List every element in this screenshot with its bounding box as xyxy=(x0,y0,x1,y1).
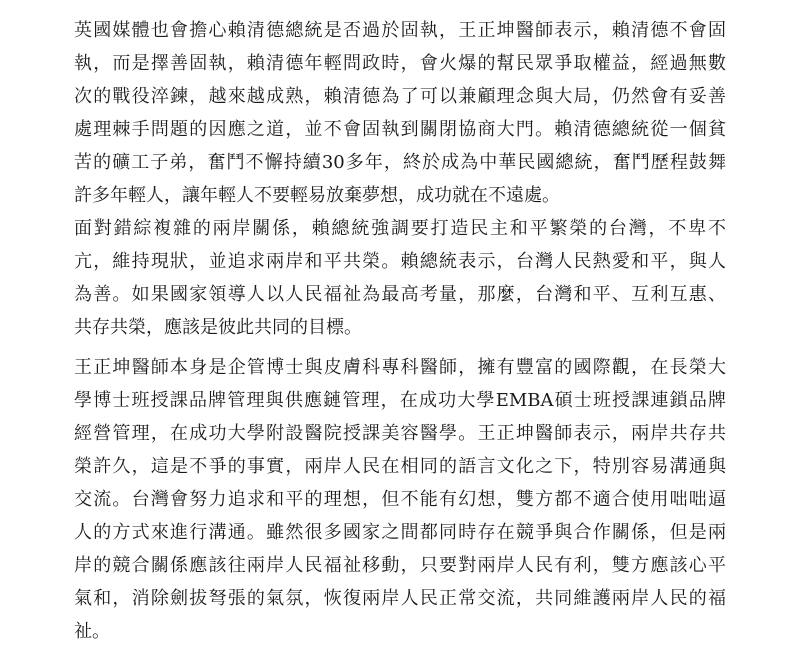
paragraph-2 xyxy=(74,212,726,344)
paragraph-line: 經營管理，在成功大學附設醫院授課美容醫學。王正坤醫師表示，兩岸共存共 xyxy=(74,423,726,444)
paragraph-line: 王正坤醫師本身是企管博士與皮膚科專科醫師，擁有豐富的國際觀，在長榮大 xyxy=(74,357,726,378)
paragraph-line: 岸的競合關係應該往兩岸人民福祉移動，只要對兩岸人民有利，雙方應該心平 xyxy=(74,555,726,576)
paragraph-line: 學博士班授課品牌管理與供應鏈管理，在成功大學EMBA碩士班授課連鎖品牌 xyxy=(74,390,726,411)
paragraph-line: 執，而是擇善固執，賴清德年輕問政時，會火爆的幫民眾爭取權益，經過無數 xyxy=(74,53,726,74)
paragraph-line: 處理棘手問題的因應之道，並不會固執到關閉協商大門。賴清德總統從一個貧 xyxy=(74,119,726,140)
paragraph-line: 氣和，消除劍拔弩張的氣氛，恢復兩岸人民正常交流，共同維護兩岸人民的福 xyxy=(74,588,726,609)
paragraph-line: 人的方式來進行溝通。雖然很多國家之間都同時存在競爭與合作關係，但是兩 xyxy=(74,522,726,543)
paragraph-line: 苦的礦工子弟，奮鬥不懈持續30多年，終於成為中華民國總統，奮鬥歷程鼓舞 xyxy=(74,152,726,173)
paragraph-line: 許多年輕人，讓年輕人不要輕易放棄夢想，成功就在不遠處。 xyxy=(74,185,560,206)
paragraph-line: 共存共榮，應該是彼此共同的目標。 xyxy=(74,317,362,338)
paragraph-line: 祉。 xyxy=(74,621,110,642)
paragraph-line: 亢，維持現狀，並追求兩岸和平共榮。賴總統表示，台灣人民熱愛和平，與人 xyxy=(74,251,726,272)
paragraph-line: 次的戰役淬鍊，越來越成熟，賴清德為了可以兼顧理念與大局，仍然會有妥善 xyxy=(74,86,726,107)
paragraph-line: 面對錯綜複雜的兩岸關係，賴總統強調要打造民主和平繁榮的台灣，不卑不 xyxy=(74,218,726,239)
paragraph-line: 為善。如果國家領導人以人民福祉為最高考量，那麼，台灣和平、互利互惠、 xyxy=(74,284,726,305)
paragraph-3 xyxy=(74,351,726,648)
paragraph-line: 榮許久，這是不爭的事實，兩岸人民在相同的語言文化之下，特別容易溝通與 xyxy=(74,456,726,477)
paragraph-line: 英國媒體也會擔心賴清德總統是否過於固執，王正坤醫師表示，賴清德不會固 xyxy=(74,20,726,41)
paragraph-1 xyxy=(74,14,726,212)
paragraph-line: 交流。台灣會努力追求和平的理想，但不能有幻想，雙方都不適合使用咄咄逼 xyxy=(74,489,726,510)
